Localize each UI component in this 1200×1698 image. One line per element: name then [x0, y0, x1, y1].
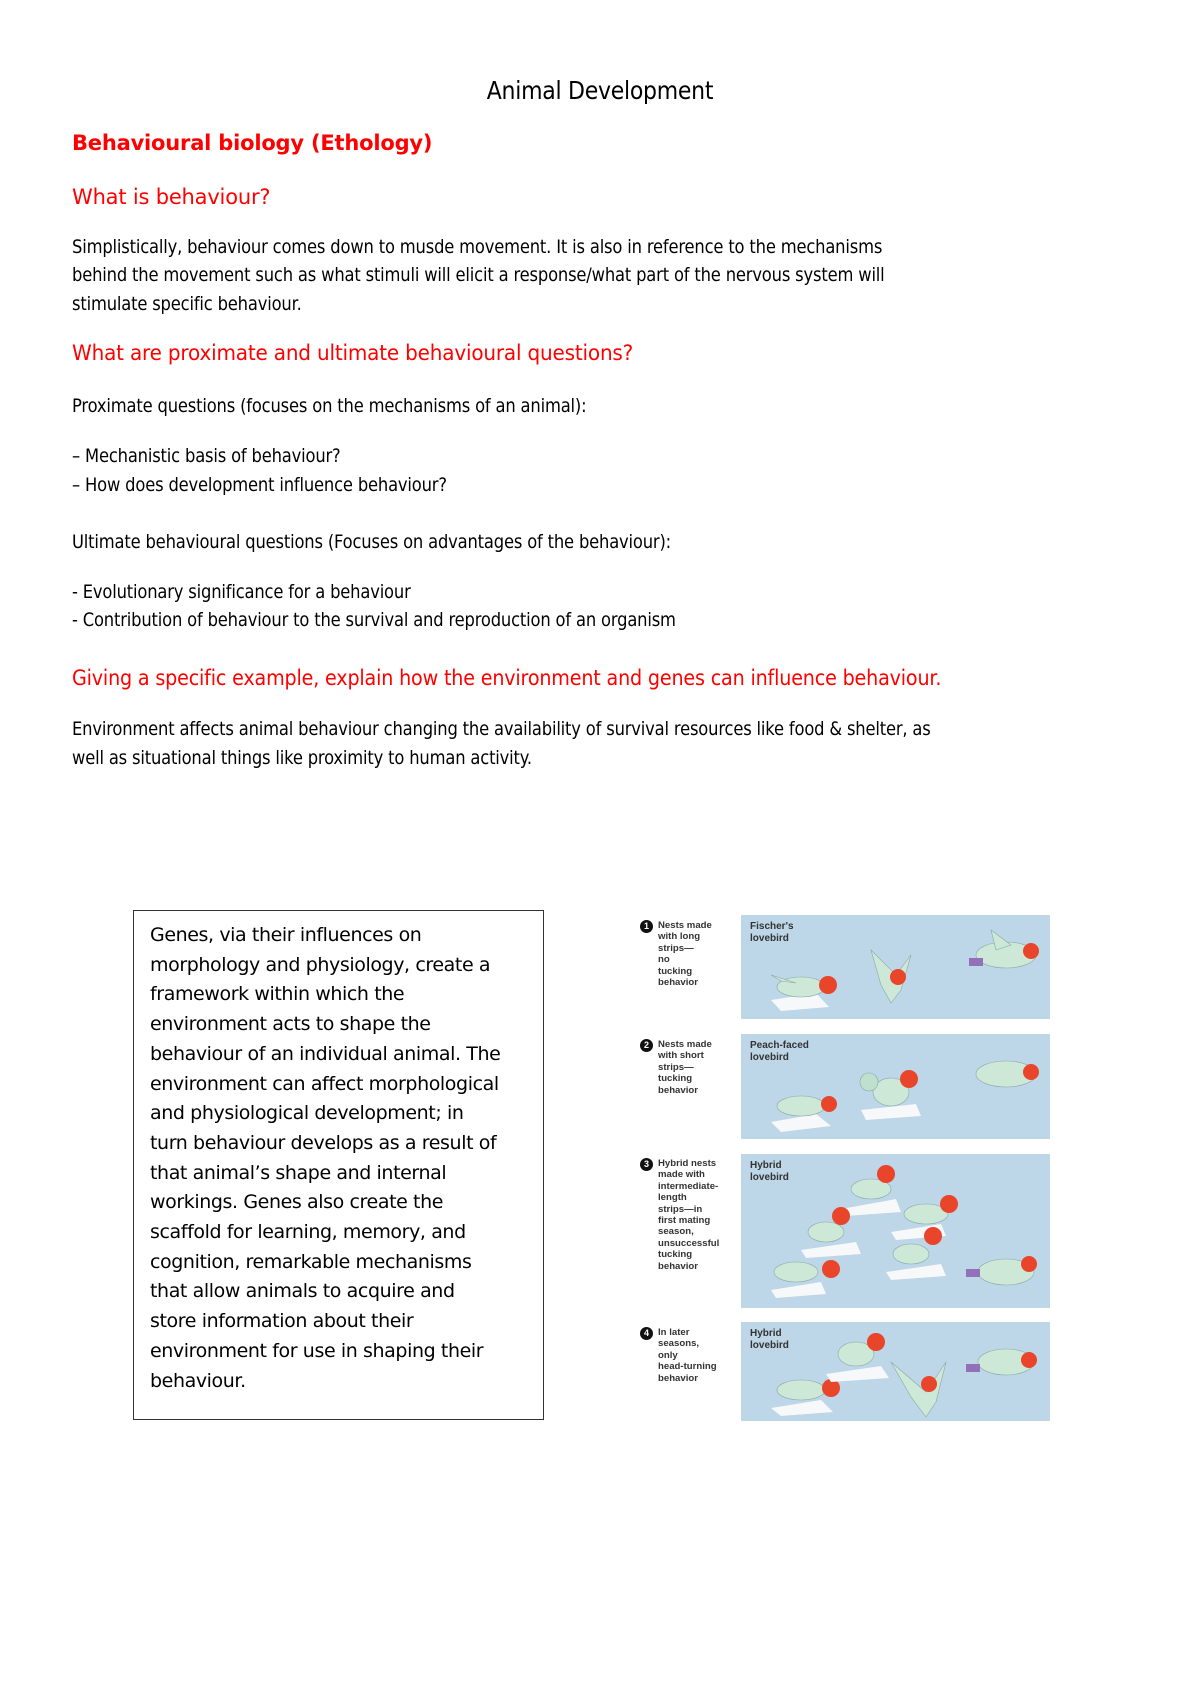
panel-label-line: Hybrid: [750, 1328, 782, 1339]
section-heading: Behavioural biology (Ethology): [72, 131, 433, 155]
lovebird-illustration-icon: [741, 915, 1050, 1019]
step-text-line: intermediate-: [658, 1180, 719, 1192]
paragraph-line: Environment affects animal behaviour changing the availability of survival resources like food & shelter, as: [72, 718, 931, 740]
step-text-line: Nests made: [658, 1039, 712, 1050]
panel-label-line: lovebird: [750, 1171, 789, 1183]
text-box-line: that animal’s shape and internal: [150, 1161, 447, 1184]
step-text-line: unsuccessful: [658, 1237, 720, 1249]
panel-label-line: lovebird: [750, 1339, 789, 1351]
lovebird-nesting-figure: [640, 910, 1060, 1430]
step-text-line: tucking: [658, 965, 693, 977]
text-box-line: that allow animals to acquire and: [150, 1280, 455, 1303]
question-heading-proximate-ultimate: What are proximate and ultimate behavioural questions?: [72, 341, 634, 366]
proximate-item: – How does development influence behaviour?: [72, 474, 447, 496]
text-box-line: workings. Genes also create the: [150, 1191, 444, 1214]
panel-label-line: Hybrid: [750, 1160, 782, 1171]
text-box-line: morphology and physiology, create a: [150, 953, 491, 976]
text-box-line: Genes, via their influences on: [150, 924, 422, 946]
text-box-line: turn behaviour develops as a result of: [150, 1131, 497, 1154]
proximate-intro: Proximate questions (focuses on the mechanisms of an animal):: [72, 395, 587, 417]
ultimate-item: - Evolutionary significance for a behaviour: [72, 581, 411, 603]
step-text-line: length: [658, 1192, 687, 1204]
step-text-line: only: [658, 1349, 678, 1361]
step-text-line: strips—: [658, 1061, 694, 1073]
figure-panel-hybrid-lovebird-later-seasons: [741, 1322, 1050, 1421]
figure-step-1: [643, 920, 743, 989]
question-heading-environment-genes: Giving a specific example, explain how the environment and genes can influence behaviour.: [72, 666, 942, 691]
step-text-line: no: [658, 954, 670, 966]
paragraph-line: well as situational things like proximity to human activity.: [72, 747, 532, 769]
step-text-line: Hybrid nests: [658, 1158, 717, 1169]
text-box-line: and physiological development; in: [150, 1102, 464, 1125]
genes-text-box-content: [150, 921, 530, 1396]
page-title: Animal Development: [486, 76, 714, 105]
text-box-line: scaffold for learning, memory, and: [150, 1221, 466, 1244]
text-box-line: store information about their: [150, 1310, 414, 1333]
panel-label-line: Peach-faced: [750, 1040, 809, 1051]
lovebird-illustration-icon: [741, 1034, 1050, 1139]
step-text-line: tucking: [658, 1249, 693, 1261]
step-text-line: seasons,: [658, 1338, 700, 1350]
step-text-line: behavior: [658, 977, 698, 989]
step-text-line: In later: [658, 1327, 690, 1338]
text-box-line: cognition, remarkable mechanisms: [150, 1250, 472, 1273]
step-text-line: strips—: [658, 942, 694, 954]
step-text-line: season,: [658, 1226, 694, 1238]
step-text-line: head-turning: [658, 1361, 717, 1373]
paragraph-line: Simplistically, behaviour comes down to musde movement. It is also in reference to the mechanisms: [72, 236, 883, 258]
figure-panel-peach-faced-lovebird: [741, 1034, 1050, 1139]
step-number-badge: 3: [640, 1158, 653, 1171]
text-box-line: behaviour of an individual animal. The: [150, 1042, 501, 1065]
step-text-line: made with: [658, 1169, 705, 1181]
figure-panel-hybrid-lovebird-first-season: [741, 1154, 1050, 1308]
figure-panel-fischers-lovebird: [741, 915, 1050, 1019]
step-text-line: with long: [658, 931, 701, 943]
panel-label-line: Fischer's: [750, 921, 794, 932]
figure-step-2: [643, 1039, 743, 1096]
step-text-line: behavior: [658, 1260, 698, 1272]
step-text-line: first mating: [658, 1215, 711, 1227]
step-text-line: tucking: [658, 1073, 693, 1085]
step-number-badge: 1: [640, 920, 653, 933]
panel-label-line: lovebird: [750, 1051, 789, 1063]
step-text-line: behavior: [658, 1084, 698, 1096]
figure-step-4: [643, 1327, 743, 1384]
text-box-line: environment for use in shaping their: [150, 1339, 484, 1362]
proximate-item: – Mechanistic basis of behaviour?: [72, 445, 341, 467]
paragraph-line: stimulate specific behaviour.: [72, 293, 302, 315]
step-text-line: behavior: [658, 1372, 698, 1384]
question-heading-what-is-behaviour: What is behaviour?: [72, 185, 271, 209]
lovebird-illustration-icon: [741, 1154, 1050, 1308]
step-text-line: strips—in: [658, 1203, 703, 1215]
step-text-line: with short: [658, 1050, 704, 1062]
text-box-line: framework within which the: [150, 983, 405, 1006]
paragraph-line: behind the movement such as what stimuli will elicit a response/what part of the nervous system will: [72, 264, 885, 286]
step-text-line: Nests made: [658, 920, 712, 931]
lovebird-illustration-icon: [741, 1322, 1050, 1421]
step-number-badge: 2: [640, 1039, 653, 1052]
ultimate-item: - Contribution of behaviour to the survival and reproduction of an organism: [72, 609, 676, 631]
figure-step-3: [643, 1158, 743, 1272]
panel-label-line: lovebird: [750, 932, 789, 944]
text-box-line: environment acts to shape the: [150, 1013, 431, 1036]
text-box-line: behaviour.: [150, 1369, 246, 1392]
text-box-line: environment can affect morphological: [150, 1072, 499, 1095]
ultimate-intro: Ultimate behavioural questions (Focuses on advantages of the behaviour):: [72, 531, 672, 553]
step-number-badge: 4: [640, 1327, 653, 1340]
